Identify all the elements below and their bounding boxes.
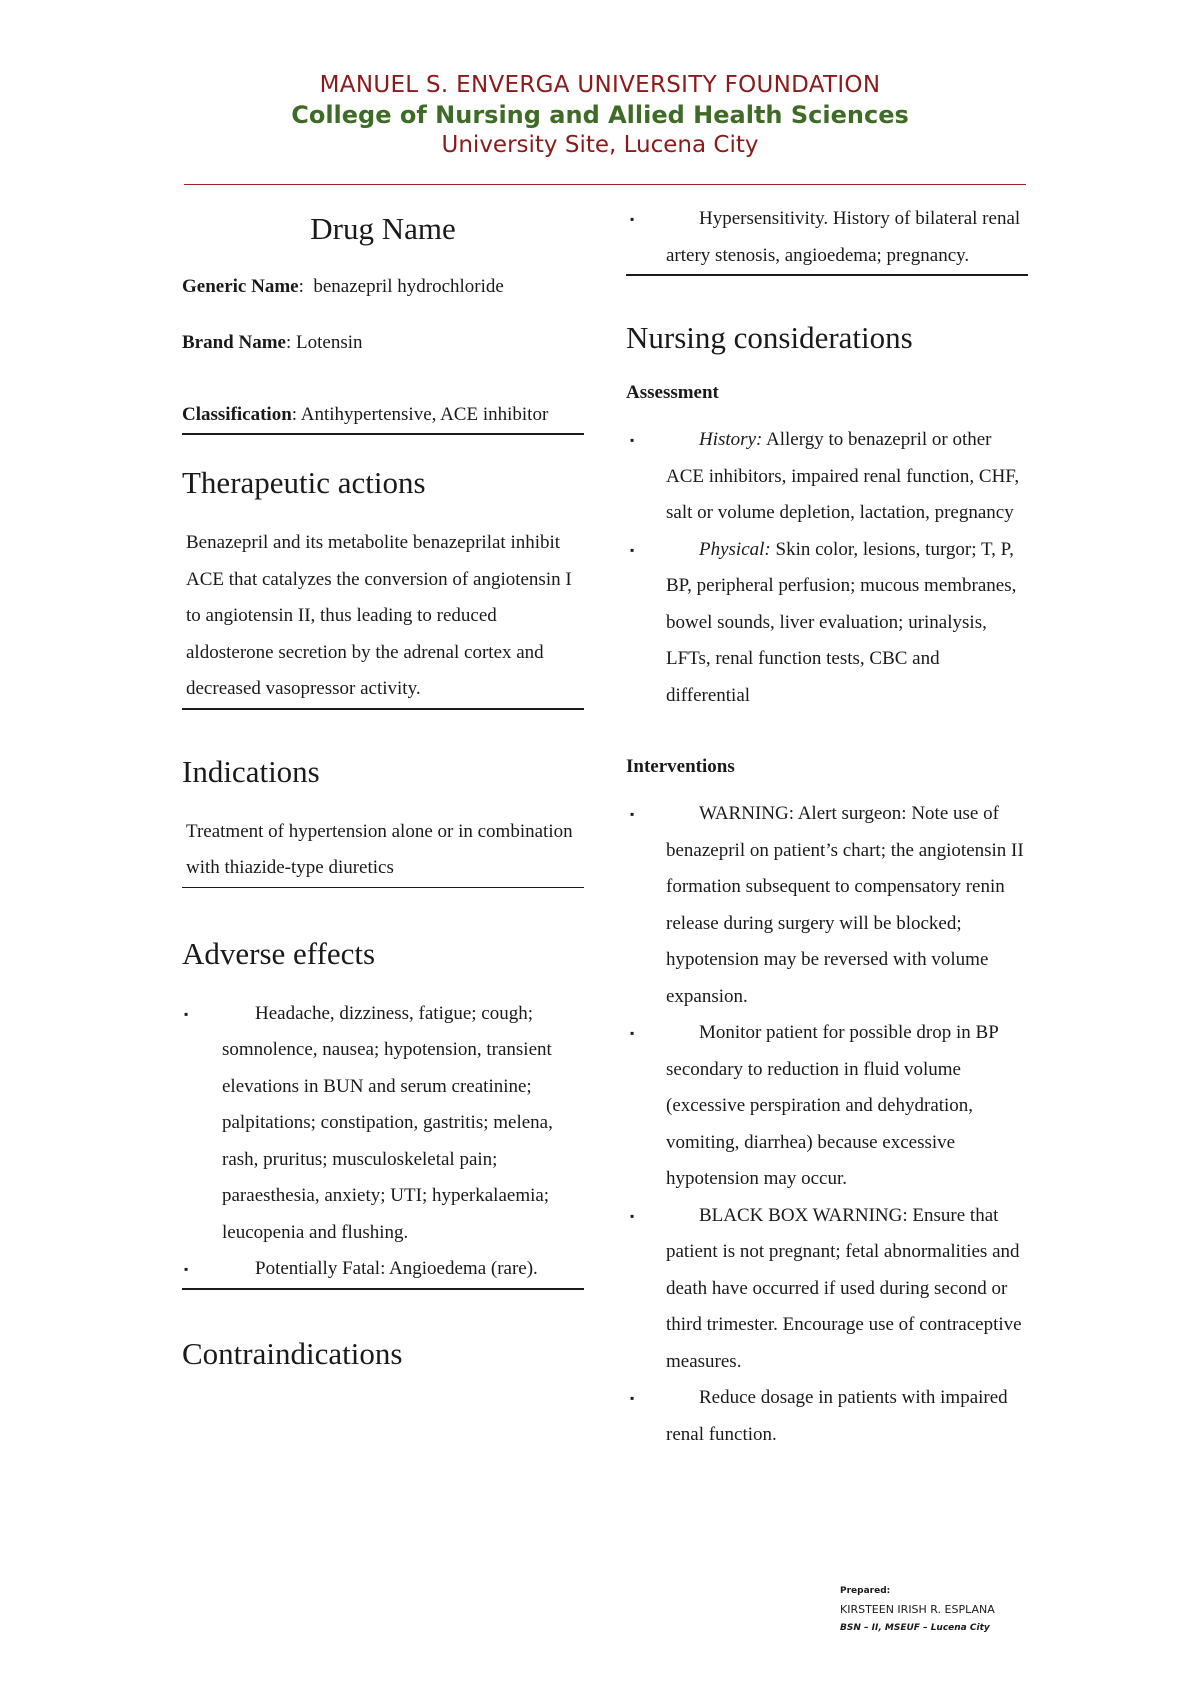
assessment-label: Physical:	[699, 538, 771, 560]
university-site: University Site, Lucena City	[441, 132, 759, 158]
assessment-list	[626, 422, 1028, 714]
bullet-icon: ▪	[630, 1026, 635, 1040]
left-column	[182, 205, 584, 1374]
intervention-text: Monitor patient for possible drop in BP secondary to reduction in fluid volume (excessive perspiration and dehydration, vomiting, diarrhea) because excessive hypotension may occur.	[666, 1022, 999, 1189]
generic-name-value: benazepril hydrochloride	[313, 276, 504, 297]
header-divider	[184, 184, 1026, 185]
adverse-effect-text: Headache, dizziness, fatigue; cough; somnolence, nausea; hypotension, transient elevations in BUN and serum creatinine; palpitations; constipation, gastritis; melena, rash, pruritus; musculoskeletal pain; paraesthesia, anxiety; UTI; hyperkalaemia; leucopenia and flushing.	[222, 1002, 553, 1243]
preparer-name: KIRSTEEN IRISH R. ESPLANA	[840, 1603, 995, 1616]
list-item	[626, 201, 1028, 274]
list-item	[626, 1015, 1028, 1198]
classification-label: Classification	[182, 404, 292, 425]
bullet-icon: ▪	[630, 542, 635, 557]
contraindications-list	[626, 201, 1028, 276]
college-name: College of Nursing and Allied Health Sciences	[291, 101, 909, 129]
classification-value: Antihypertensive, ACE inhibitor	[300, 404, 549, 425]
list-item	[626, 796, 1028, 1015]
list-item	[626, 532, 1028, 715]
interventions-title: Interventions	[626, 756, 735, 777]
list-item	[626, 1198, 1028, 1381]
bullet-icon: ▪	[630, 1208, 635, 1223]
drug-name-title: Drug Name	[310, 211, 456, 246]
interventions-list	[626, 796, 1028, 1453]
generic-name-label: Generic Name	[182, 276, 299, 297]
prepared-label: Prepared:	[840, 1586, 891, 1596]
assessment-label: History:	[699, 429, 763, 450]
generic-name-field: Generic Name: benazepril hydrochloride	[182, 276, 504, 297]
intervention-text: BLACK BOX WARNING: Ensure that patient is not pregnant; fetal abnormalities and death have occurred if used during second or third trimester. Encourage use of contraceptive measures.	[666, 1204, 1022, 1372]
assessment-title: Assessment	[626, 382, 719, 403]
right-column	[626, 205, 1028, 1453]
bullet-icon: ▪	[630, 1391, 635, 1405]
therapeutic-actions-title: Therapeutic actions	[182, 465, 426, 500]
intervention-text: WARNING: Alert surgeon: Note use of benazepril on patient’s chart; the angiotensin II formation subsequent to compensatory renin release during surgery will be blocked; hypotension may be reversed with volume expansion.	[666, 803, 1024, 1007]
bullet-icon: ▪	[630, 433, 635, 447]
adverse-effects-title: Adverse effects	[182, 935, 376, 971]
indications-title: Indications	[182, 753, 320, 789]
contraindications-title: Contraindications	[182, 1335, 403, 1371]
adverse-effect-text: Potentially Fatal: Angioedema (rare).	[255, 1258, 538, 1279]
indications-text: Treatment of hypertension alone or in combination with thiazide-type diuretics	[182, 814, 584, 888]
list-item	[182, 1251, 584, 1288]
brand-name-value: Lotensin	[296, 332, 363, 353]
brand-name-field: Brand Name: Lotensin	[182, 332, 363, 353]
bullet-icon: ▪	[184, 1006, 189, 1021]
bullet-icon: ▪	[184, 1262, 189, 1276]
therapeutic-actions-text: Benazepril and its metabolite benazeprilat inhibit ACE that catalyzes the conversion of angiotensin I to angiotensin II, thus leading to reduced aldosterone secretion by the adrenal cortex and decreased vasopressor activity.	[182, 525, 584, 710]
document-header	[0, 70, 1200, 160]
brand-name-label: Brand Name	[182, 332, 286, 353]
preparer-affiliation: BSN – II, MSEUF – Lucena City	[840, 1623, 990, 1633]
nursing-considerations-title: Nursing considerations	[626, 320, 913, 355]
university-name: MANUEL S. ENVERGA UNIVERSITY FOUNDATION	[319, 72, 881, 98]
assessment-text: Allergy to benazepril or other ACE inhibitors, impaired renal function, CHF, salt or volume depletion, lactation, pregnancy	[666, 429, 1020, 523]
prepared-by-block	[840, 1582, 995, 1636]
classification-field: Classification: Antihypertensive, ACE inhibitor	[182, 397, 584, 435]
bullet-icon: ▪	[630, 807, 635, 821]
list-item	[626, 1380, 1028, 1453]
contraindication-text: Hypersensitivity. History of bilateral renal artery stenosis, angioedema; pregnancy.	[666, 208, 1021, 266]
bullet-icon: ▪	[630, 212, 635, 226]
list-item	[626, 422, 1028, 532]
intervention-text: Reduce dosage in patients with impaired renal function.	[666, 1387, 1008, 1445]
list-item	[182, 996, 584, 1252]
adverse-effects-list	[182, 996, 584, 1290]
assessment-text: Skin color, lesions, turgor; T, P, BP, peripheral perfusion; mucous membranes, bowel sounds, liver evaluation; urinalysis, LFTs, renal function tests, CBC and differential	[666, 538, 1017, 706]
